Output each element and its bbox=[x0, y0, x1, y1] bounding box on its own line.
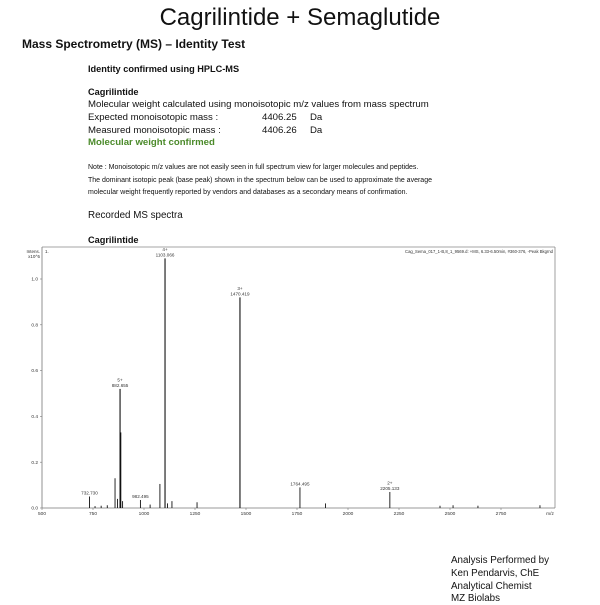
signature-name: Ken Pendarvis, ChE bbox=[451, 568, 540, 579]
compound-name: Cagrilintide bbox=[88, 87, 139, 97]
y-tick-label: 0.4 bbox=[31, 415, 38, 420]
recorded-spectra-heading: Recorded MS spectra bbox=[88, 210, 183, 221]
signature-company: MZ Biolabs bbox=[451, 593, 500, 604]
peak-charge-label: 5+ bbox=[117, 377, 123, 383]
expected-mass-value: 4406.25 bbox=[262, 112, 297, 123]
peak-mz-label: 1103.066 bbox=[155, 252, 175, 258]
signature-line-1: Analysis Performed by bbox=[451, 555, 550, 566]
x-axis-label: m/z bbox=[546, 512, 554, 517]
x-tick-label: 2500 bbox=[444, 512, 456, 517]
identity-statement: Identity confirmed using HPLC-MS bbox=[88, 64, 240, 74]
measured-mass-label: Measured monoisotopic mass : bbox=[88, 125, 221, 136]
x-tick-label: 1500 bbox=[240, 512, 252, 517]
x-tick-label: 750 bbox=[88, 512, 98, 517]
peak-mz-label: 882.655 bbox=[111, 382, 129, 388]
y-tick-label: 0.2 bbox=[31, 460, 38, 466]
measured-mass-value: 4406.26 bbox=[262, 125, 297, 136]
x-tick-label: 1750 bbox=[291, 512, 303, 517]
trace-label: 1. bbox=[45, 249, 49, 254]
y-axis-unit: x10^5 bbox=[28, 254, 40, 259]
method-line: Molecular weight calculated using monoisotopic m/z values from mass spectrum bbox=[88, 99, 429, 110]
result-confirmed: Molecular weight confirmed bbox=[88, 137, 215, 148]
x-tick-label: 500 bbox=[37, 512, 47, 517]
y-tick-label: 0.6 bbox=[31, 369, 38, 375]
peak-mz-label: 1764.495 bbox=[290, 481, 310, 487]
expected-mass-unit: Da bbox=[310, 112, 323, 123]
section-title: Mass Spectrometry (MS) – Identity Test bbox=[22, 37, 246, 51]
peak-charge-label: 2+ bbox=[387, 480, 393, 486]
note-line-3: molecular weight frequently reported by vendors and databases as a secondary means of confirmation. bbox=[88, 189, 408, 196]
peak-charge-label: 4+ bbox=[162, 246, 168, 252]
page-title: Cagrilintide + Semaglutide bbox=[159, 4, 441, 31]
x-tick-label: 1250 bbox=[189, 512, 201, 517]
peak-mz-label: 732.730 bbox=[81, 490, 98, 496]
peak-mz-label: 2205.133 bbox=[380, 485, 400, 491]
chart-title: Cag_Sema_017_1-B,8_1_9569.d: +MS, 6.33-6.50min, #360-376, -Peak Bkgrnd bbox=[405, 249, 553, 254]
mass-spectrum-chart bbox=[0, 240, 600, 525]
y-axis-label: Intens. bbox=[26, 249, 40, 254]
expected-mass-label: Expected monoisotopic mass : bbox=[88, 112, 219, 123]
peak-charge-label: 3+ bbox=[237, 285, 243, 291]
note-line-1: Note : Monoisotopic m/z values are not easily seen in full spectrum view for larger molecules and peptides. bbox=[88, 164, 419, 171]
y-tick-label: 0.8 bbox=[31, 323, 38, 329]
x-tick-label: 2000 bbox=[342, 512, 354, 517]
peak-mz-label: 982.495 bbox=[132, 493, 149, 499]
spectrum-compound-label: Cagrilintide bbox=[88, 235, 139, 245]
note-line-2: The dominant isotopic peak (base peak) shown in the spectrum below can be used to approximate the average bbox=[88, 177, 432, 184]
x-tick-label: 2750 bbox=[495, 512, 507, 517]
y-tick-label: 0.0 bbox=[31, 506, 38, 512]
x-tick-label: 1000 bbox=[138, 512, 150, 517]
measured-mass-unit: Da bbox=[310, 125, 323, 136]
x-tick-label: 2250 bbox=[393, 512, 405, 517]
peak-mz-label: 1470.419 bbox=[230, 291, 250, 297]
y-tick-label: 1.0 bbox=[31, 277, 38, 283]
signature-title: Analytical Chemist bbox=[451, 581, 532, 592]
